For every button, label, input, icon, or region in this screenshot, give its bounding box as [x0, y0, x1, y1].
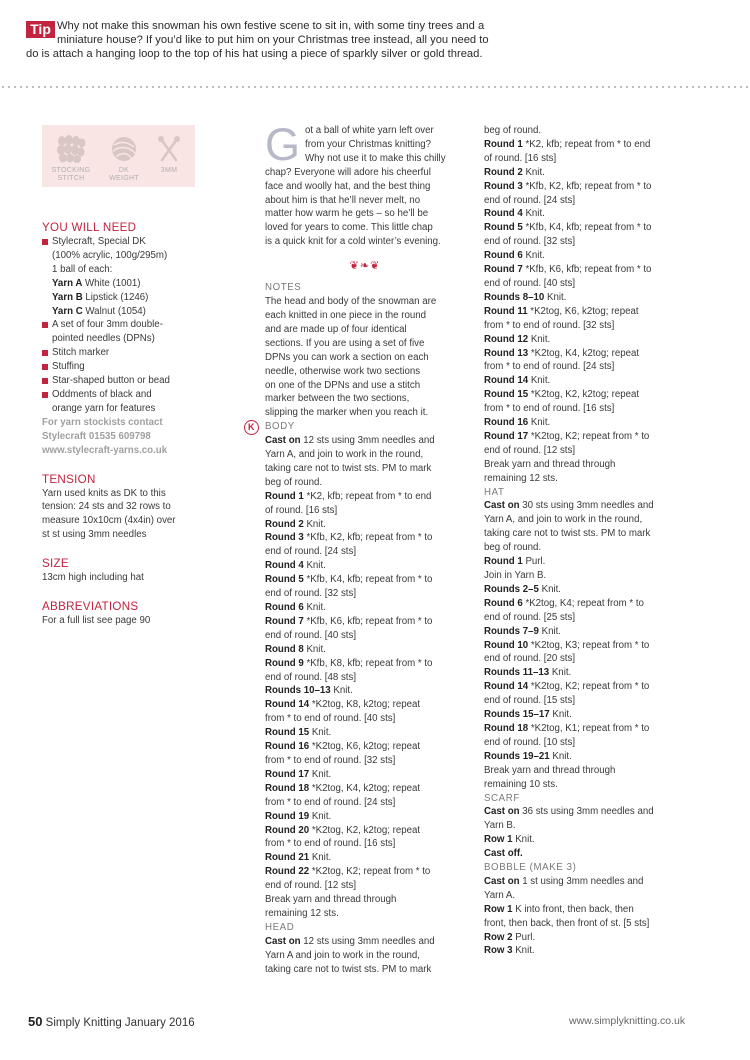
materials-column — [42, 220, 192, 628]
list-item: Stitch marker — [42, 346, 192, 360]
head-instructions-cont: beg of round. Round 1 *K2, kfb; repeat from * to end of round. [16 sts] Round 2 Knit. Round 3 *Kfb, K2, kfb; repeat from * to end of round. [24 sts] Round 4 Knit. Round 5 *Kfb, K4, kfb; repeat from * to end of round. [32 sts] Round 6 Knit. Round 7 *Kfb, K6, kfb; repeat from * to end of round. [40 sts] Rounds 8–10 Knit. Round 11 *K2tog, K6, k2tog; repeat from * to end of round. [32 sts] Round 12 Knit. Round 13 *K2tog, K4, k2tog; repeat from * to end of round. [24 sts] Round 14 Knit. Round 15 *K2tog, K2, k2tog; repeat from * to end of round. [16 sts] Round 16 Knit. Round 17 *K2tog, K2; repeat from * to end of round. [12 sts] Break yarn and thread through remaining 12 sts. — [484, 125, 652, 484]
abbreviations-text: For a full list see page 90 — [42, 615, 151, 627]
hat-heading: HAT — [484, 486, 505, 498]
list-item: Star-shaped button or bead — [42, 374, 192, 388]
bobble-instructions: Cast on 1 st using 3mm needles and Yarn A. Row 1 K into front, then back, then front, then back, then front of st. [5 sts] Row 2 Purl. Row 3 Knit. — [484, 875, 650, 957]
list-item: A set of four 3mm double- pointed needles (DPNs) — [42, 318, 192, 346]
stockists-info: For yarn stockists contact Stylecraft 01535 609798 www.stylecraft-yarns.co.uk — [42, 416, 168, 456]
body-heading: K BODY — [265, 420, 465, 434]
notes-heading: NOTES — [265, 282, 302, 294]
dk-weight-info: DK WEIGHT — [99, 135, 149, 183]
bullet-icon — [42, 364, 48, 370]
knit-badge-icon: K — [244, 420, 259, 435]
needle-size-info: 3MM — [144, 135, 194, 175]
list-item: Stuffing — [42, 360, 192, 374]
crossed-needles-icon — [156, 135, 182, 163]
head-instructions: Cast on 12 sts using 3mm needles and Yarn A and join to work in the round, taking care not to twist sts. PM to mark — [265, 935, 435, 975]
materials-list — [42, 235, 192, 416]
stocking-stitch-info: STOCKING STITCH — [46, 135, 96, 183]
tension-text: Yarn used knits as DK to this tension: 24 sts and 32 rows to measure 10x10cm (4x4in) over st st using 3mm needles — [42, 487, 176, 541]
hat-instructions: Cast on 30 sts using 3mm needles and Yarn A, and join to work in the round, taking care not to twist sts. PM to mark beg of round. Round 1 Purl. Join in Yarn B. Rounds 2–5 Knit. Round 6 *K2tog, K4; repeat from * to end of round. [25 sts] Rounds 7–9 Knit. Round 10 *K2tog, K3; repeat from * to end of round. [20 sts] Rounds 11–13 Knit. Round 14 *K2tog, K2; repeat from * to end of round. [15 sts] Rounds 15–17 Knit. Round 18 *K2tog, K1; repeat from * to end of round. [10 sts] Rounds 19–21 Knit. Break yarn and thread through remaining 10 sts. — [484, 500, 654, 790]
head-heading: HEAD — [265, 921, 295, 933]
stocking-stitch-icon — [56, 135, 86, 163]
stockist-link[interactable]: www.stylecraft-yarns.co.uk — [42, 444, 168, 456]
tip-text: Why not make this snowman his own festive scene to sit in, with some tiny trees and a miniature house? If you’d like to put him on your Christmas tree instead, all you need to do is attach a hanging loop to the top of his hat using a piece of sparkly silver or gold thread. — [26, 20, 489, 60]
tip-box — [26, 19, 726, 61]
bullet-icon — [42, 322, 48, 328]
page-number: 50 — [28, 1014, 43, 1029]
notes-text: The head and body of the snowman are each knitted in one piece in the round and are made up of four identical sections. If you are using a set of five DPNs you can work a section on each needle, otherwise work two sections on one of the DPNs and use a stitch marker between the two sections, slipping the marker when you reach it. — [265, 296, 437, 419]
list-item: Stylecraft, Special DK (100% acrylic, 100g/295m) 1 ball of each: Yarn A White (1001) Yarn B Lipstick (1246) Yarn C Walnut (1054) — [42, 235, 192, 318]
bullet-icon — [42, 350, 48, 356]
you-will-need-heading: YOU WILL NEED — [42, 221, 137, 234]
list-item: Oddments of black and orange yarn for features — [42, 388, 192, 416]
bullet-icon — [42, 378, 48, 384]
bullet-icon — [42, 239, 48, 245]
scarf-heading: SCARF — [484, 792, 520, 804]
bullet-icon — [42, 392, 48, 398]
abbreviations-heading: ABBREVIATIONS — [42, 600, 139, 614]
scarf-instructions: Cast on 36 sts using 3mm needles and Yarn B. Row 1 Knit. Cast off. — [484, 806, 654, 860]
tension-heading: TENSION — [42, 472, 96, 486]
size-heading: SIZE — [42, 557, 69, 571]
pattern-info-box — [42, 125, 195, 187]
website-link[interactable]: www.simplyknitting.co.uk — [569, 1015, 686, 1027]
intro-paragraph: G ot a ball of white yarn left over from your Christmas knitting? Why not use it to make this chilly chap? Everyone will adore his cheerful face and woolly hat, and the best thing about him is that he’ll never melt, no matter how warm he gets – so he’ll be loved for years to come. This little chap is a quick knit for a cold winter’s evening. — [265, 119, 446, 248]
page-footer — [28, 1014, 195, 1029]
size-text: 13cm high including hat — [42, 572, 144, 584]
dotted-divider — [0, 85, 750, 89]
yarn-ball-icon — [110, 135, 138, 163]
pattern-column-1 — [247, 119, 465, 976]
magazine-issue: Simply Knitting January 2016 — [45, 1017, 195, 1029]
ornament-divider-icon: ❦❧❦ — [349, 260, 381, 273]
drop-cap: G — [265, 119, 301, 170]
pattern-column-2 — [484, 124, 684, 958]
bobble-heading: BOBBLE (MAKE 3) — [484, 862, 577, 874]
body-instructions: Cast on 12 sts using 3mm needles and Yarn A, and join to work in the round, taking care not to twist sts. PM to mark beg of round. Round 1 *K2, kfb; repeat from * to end of round. [16 sts] Round 2 Knit. Round 3 *Kfb, K2, kfb; repeat from * to end of round. [24 sts] Round 4 Knit. Round 5 *Kfb, K4, kfb; repeat from * to end of round. [32 sts] Round 6 Knit. Round 7 *Kfb, K6, kfb; repeat from * to end of round. [40 sts] Round 8 Knit. Round 9 *Kfb, K8, kfb; repeat from * to end of round. [48 sts] Rounds 10–13 Knit. Round 14 *K2tog, K8, k2tog; repeat from * to end of round. [40 sts] Round 15 Knit. Round 16 *K2tog, K6, k2tog; repeat from * to end of round. [32 sts] Round 17 Knit. Round 18 *K2tog, K4, k2tog; repeat from * to end of round. [24 sts] Round 19 Knit. Round 20 *K2tog, K2, k2tog; repeat from * to end of round. [16 sts] Round 21 Knit. Round 22 *K2tog, K2; repeat from * to end of round. [12 sts] Break yarn and thread through remaining 12 sts. — [265, 435, 435, 919]
tip-badge: Tip — [26, 21, 55, 38]
